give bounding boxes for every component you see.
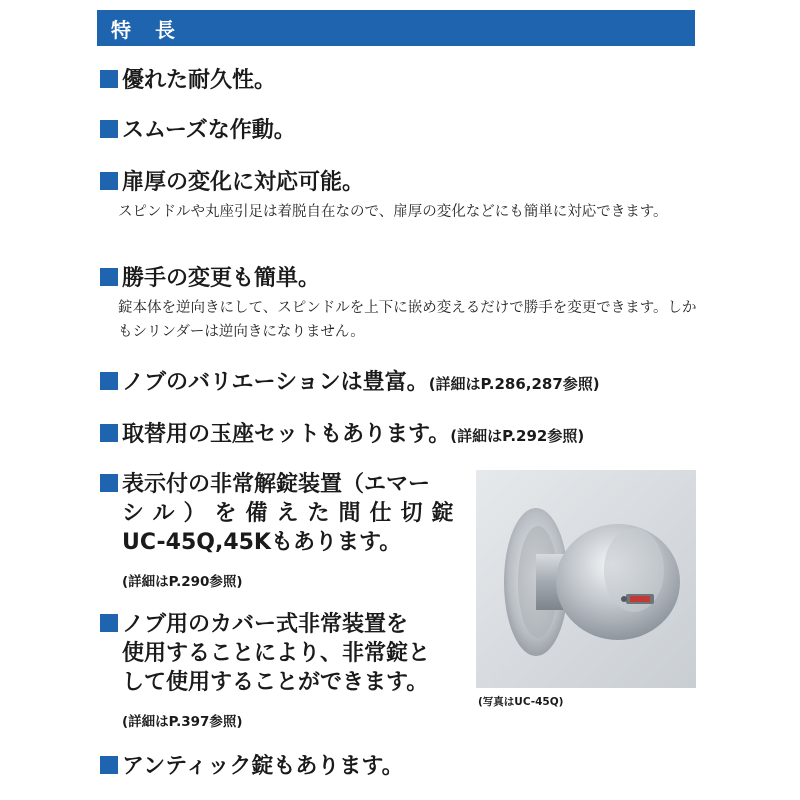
- square-bullet-icon: [100, 614, 118, 632]
- photo-caption: (写真はUC-45Q): [478, 696, 564, 708]
- feature-antique-lock: アンティック錠もあります。: [100, 754, 404, 780]
- square-bullet-icon: [100, 268, 118, 286]
- square-bullet-icon: [100, 756, 118, 774]
- square-bullet-icon: [100, 120, 118, 138]
- section-title: 特 長: [111, 18, 177, 42]
- knob-lock-photo: [476, 470, 696, 688]
- feature-door-thickness: 扉厚の変化に対応可能。: [100, 170, 364, 196]
- feature-cover-emergency-device: ノブ用のカバー式非常装置を 使用することにより、非常錠と して使用することができます。: [100, 610, 430, 697]
- square-bullet-icon: [100, 70, 118, 88]
- feature-smooth-operation: スムーズな作動。: [100, 118, 296, 144]
- square-bullet-icon: [100, 424, 118, 442]
- page-reference: (詳細はP.286,287参照): [428, 375, 600, 393]
- feature-replacement-rose-set: 取替用の玉座セットもあります。(詳細はP.292参照): [100, 422, 584, 448]
- section-header: [97, 10, 695, 46]
- feature-handing-change-desc: 錠本体を逆向きにして、スピンドルを上下に嵌め変えるだけで勝手を変更できます。しかもシリンダーは逆向きになりません。: [118, 300, 697, 340]
- feature-knob-variations: ノブのバリエーションは豊富。(詳細はP.286,287参照): [100, 370, 600, 396]
- feature-durability: 優れた耐久性。: [100, 68, 276, 94]
- feature-emergency-release: 表示付の非常解錠装置（エマー シル）を備えた間仕切錠 UC-45Q,45Kもあります。: [100, 470, 462, 557]
- square-bullet-icon: [100, 474, 118, 492]
- page-reference: (詳細はP.397参照): [122, 714, 243, 730]
- page-reference: (詳細はP.292参照): [450, 427, 585, 445]
- page-reference: (詳細はP.290参照): [122, 574, 243, 590]
- feature-handing-change: 勝手の変更も簡単。: [100, 266, 320, 292]
- feature-door-thickness-desc: スピンドルや丸座引足は着脱自在なので、扉厚の変化などにも簡単に対応できます。: [118, 204, 668, 220]
- square-bullet-icon: [100, 172, 118, 190]
- square-bullet-icon: [100, 372, 118, 390]
